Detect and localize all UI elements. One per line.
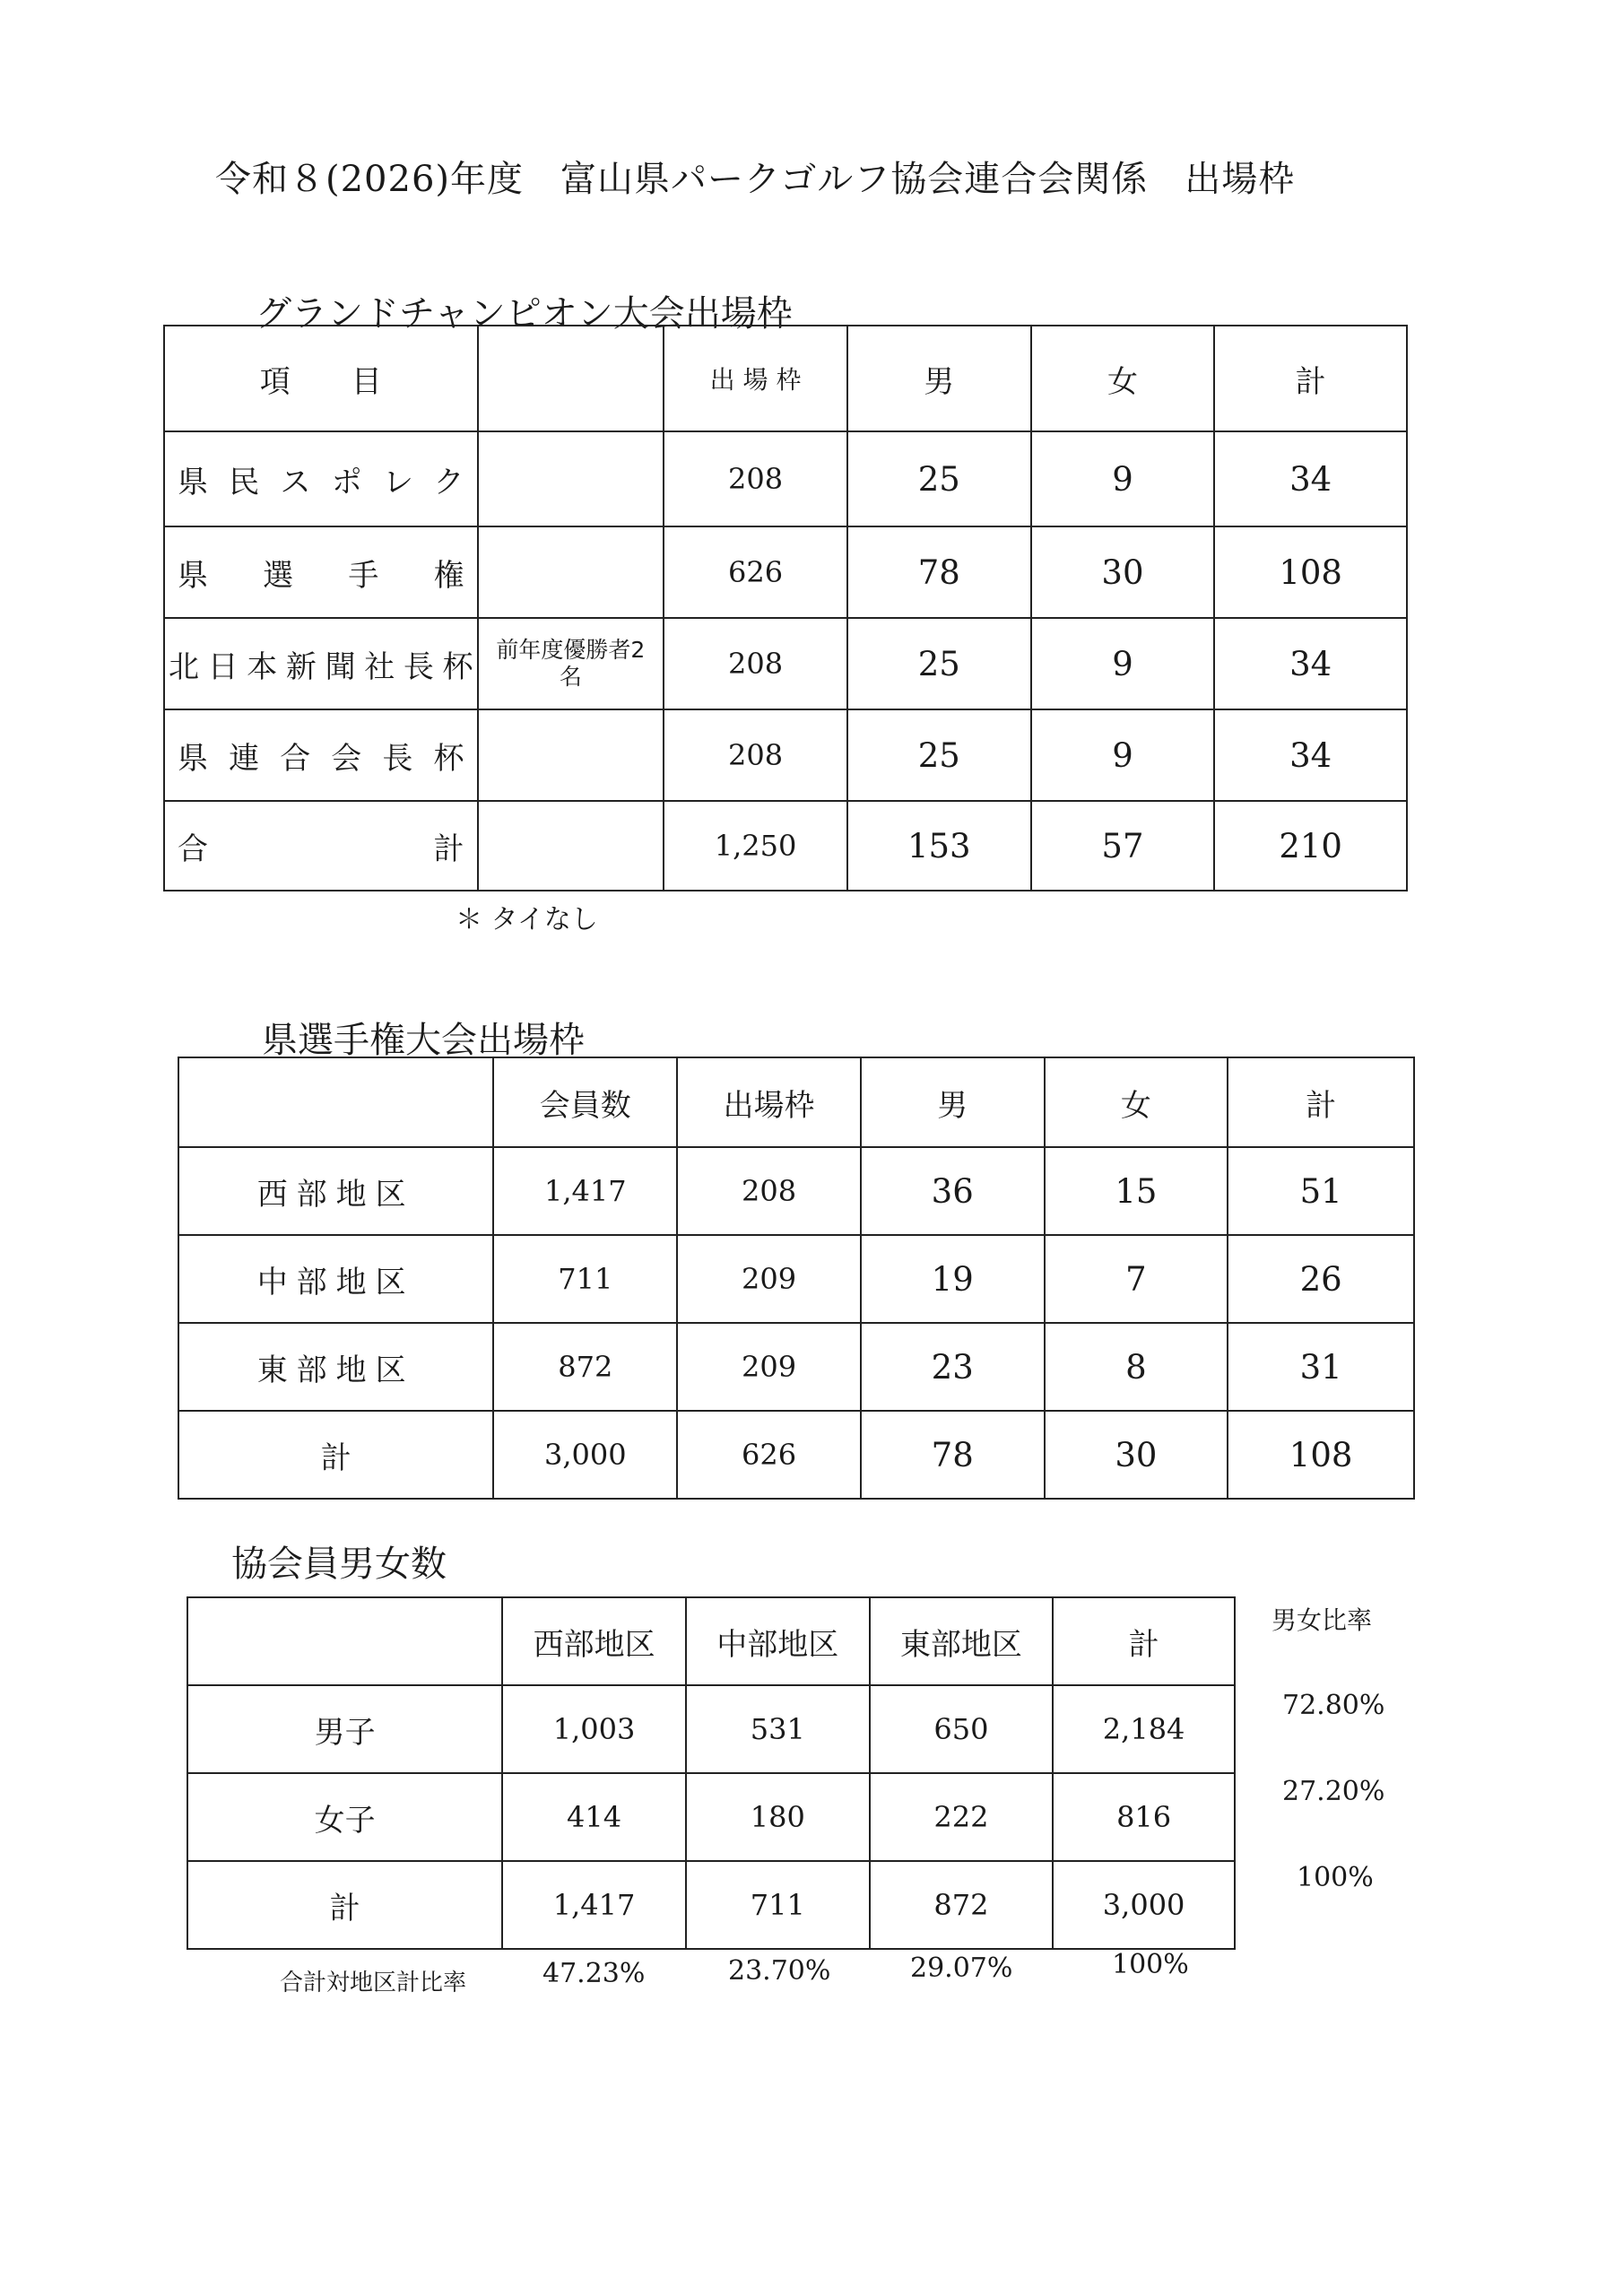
table-row xyxy=(178,1323,1414,1411)
table-row xyxy=(164,618,1407,709)
pref-table xyxy=(178,1057,1415,1500)
area-ratio-label: 合計対地区計比率 xyxy=(280,1970,467,1996)
row-total: 108 xyxy=(1228,1411,1414,1499)
pref-heading: 県選手権大会出場枠 xyxy=(262,1020,585,1061)
row-quota: 208 xyxy=(664,431,847,526)
row-male: 25 xyxy=(847,431,1031,526)
row-east: 872 xyxy=(870,1861,1054,1949)
row-west: 414 xyxy=(502,1773,686,1861)
row-total: 31 xyxy=(1228,1323,1414,1411)
grand-table xyxy=(163,325,1408,891)
row-female: 57 xyxy=(1031,801,1215,891)
row-total: 34 xyxy=(1214,709,1407,801)
col-header-west: 西部地区 xyxy=(502,1597,686,1685)
area-ratio-west: 47.23% xyxy=(542,1958,646,1989)
row-male: 19 xyxy=(861,1235,1045,1323)
row-area: 東部地区 xyxy=(178,1323,493,1411)
row-female: 9 xyxy=(1031,431,1215,526)
row-note xyxy=(478,709,664,801)
row-label: 計 xyxy=(187,1861,502,1949)
row-quota: 626 xyxy=(677,1411,861,1499)
row-total: 3,000 xyxy=(1053,1861,1235,1949)
table-row-total xyxy=(187,1861,1235,1949)
row-quota: 626 xyxy=(664,526,847,618)
area-ratio-central: 23.70% xyxy=(728,1955,831,1987)
ratio-male: 72.80% xyxy=(1282,1690,1385,1721)
pref-header-row xyxy=(178,1057,1414,1147)
page-title: 令和８(2026)年度 富山県パークゴルフ協会連合会関係 出場枠 xyxy=(215,159,1296,200)
area-ratio-total: 100% xyxy=(1112,1949,1189,1980)
row-label: 女子 xyxy=(187,1773,502,1861)
row-female: 9 xyxy=(1031,618,1215,709)
row-male: 153 xyxy=(847,801,1031,891)
row-area: 中部地区 xyxy=(178,1235,493,1323)
members-table xyxy=(187,1596,1236,1950)
members-heading: 協会員男女数 xyxy=(231,1544,447,1585)
col-header-total: 計 xyxy=(1228,1057,1414,1147)
row-item: 北日本新聞社長杯 xyxy=(164,618,478,709)
col-header-quota: 出 場 枠 xyxy=(664,326,847,431)
row-total: 34 xyxy=(1214,618,1407,709)
table-row xyxy=(187,1685,1235,1773)
row-members: 3,000 xyxy=(493,1411,677,1499)
row-item: 県連合会長杯 xyxy=(164,709,478,801)
table-row-total xyxy=(164,801,1407,891)
row-note xyxy=(478,801,664,891)
ratio-header: 男女比率 xyxy=(1271,1605,1373,1635)
area-ratio-east: 29.07% xyxy=(910,1952,1013,1984)
row-members: 1,417 xyxy=(493,1147,677,1235)
row-total: 51 xyxy=(1228,1147,1414,1235)
col-header-female: 女 xyxy=(1031,326,1215,431)
row-central: 531 xyxy=(686,1685,870,1773)
row-note xyxy=(478,618,664,709)
row-female: 30 xyxy=(1045,1411,1228,1499)
row-male: 78 xyxy=(847,526,1031,618)
row-quota: 209 xyxy=(677,1235,861,1323)
row-male: 25 xyxy=(847,709,1031,801)
grand-header-row xyxy=(164,326,1407,431)
row-female: 9 xyxy=(1031,709,1215,801)
row-item: 県選手権 xyxy=(164,526,478,618)
col-header-east: 東部地区 xyxy=(870,1597,1054,1685)
col-header-quota: 出場枠 xyxy=(677,1057,861,1147)
row-quota: 208 xyxy=(664,618,847,709)
row-total: 26 xyxy=(1228,1235,1414,1323)
row-label: 男子 xyxy=(187,1685,502,1773)
row-item: 県民スポレク xyxy=(164,431,478,526)
row-female: 30 xyxy=(1031,526,1215,618)
row-area: 西部地区 xyxy=(178,1147,493,1235)
row-central: 711 xyxy=(686,1861,870,1949)
col-header-central: 中部地区 xyxy=(686,1597,870,1685)
table-row xyxy=(164,431,1407,526)
row-members: 711 xyxy=(493,1235,677,1323)
col-header-item: 項 目 xyxy=(164,326,478,431)
row-east: 650 xyxy=(870,1685,1054,1773)
row-east: 222 xyxy=(870,1773,1054,1861)
col-header-area xyxy=(178,1057,493,1147)
row-west: 1,003 xyxy=(502,1685,686,1773)
col-header-female: 女 xyxy=(1045,1057,1228,1147)
row-quota: 1,250 xyxy=(664,801,847,891)
table-row xyxy=(164,526,1407,618)
table-row-total xyxy=(178,1411,1414,1499)
row-central: 180 xyxy=(686,1773,870,1861)
row-male: 23 xyxy=(861,1323,1045,1411)
row-female: 8 xyxy=(1045,1323,1228,1411)
row-note xyxy=(478,526,664,618)
row-female: 7 xyxy=(1045,1235,1228,1323)
row-female: 15 xyxy=(1045,1147,1228,1235)
table-row xyxy=(178,1147,1414,1235)
grand-footnote: ＊ タイなし xyxy=(456,904,598,935)
row-quota: 208 xyxy=(677,1147,861,1235)
row-total: 34 xyxy=(1214,431,1407,526)
row-item: 合計 xyxy=(164,801,478,891)
row-note xyxy=(478,431,664,526)
table-row xyxy=(187,1773,1235,1861)
col-header-label xyxy=(187,1597,502,1685)
row-total: 2,184 xyxy=(1053,1685,1235,1773)
row-members: 872 xyxy=(493,1323,677,1411)
row-male: 25 xyxy=(847,618,1031,709)
col-header-total: 計 xyxy=(1053,1597,1235,1685)
col-header-male: 男 xyxy=(847,326,1031,431)
col-header-members: 会員数 xyxy=(493,1057,677,1147)
row-area: 計 xyxy=(178,1411,493,1499)
row-total: 816 xyxy=(1053,1773,1235,1861)
row-total: 108 xyxy=(1214,526,1407,618)
members-header-row xyxy=(187,1597,1235,1685)
col-header-total: 計 xyxy=(1214,326,1407,431)
grand-heading: グランドチャンピオン大会出場枠 xyxy=(256,293,793,335)
row-male: 36 xyxy=(861,1147,1045,1235)
row-quota: 209 xyxy=(677,1323,861,1411)
row-total: 210 xyxy=(1214,801,1407,891)
row-note-text: 前年度優勝者2名 xyxy=(496,637,646,690)
row-quota: 208 xyxy=(664,709,847,801)
row-male: 78 xyxy=(861,1411,1045,1499)
row-west: 1,417 xyxy=(502,1861,686,1949)
ratio-female: 27.20% xyxy=(1282,1776,1385,1807)
table-row xyxy=(178,1235,1414,1323)
ratio-total: 100% xyxy=(1297,1862,1374,1893)
col-header-note xyxy=(478,326,664,431)
col-header-male: 男 xyxy=(861,1057,1045,1147)
table-row xyxy=(164,709,1407,801)
